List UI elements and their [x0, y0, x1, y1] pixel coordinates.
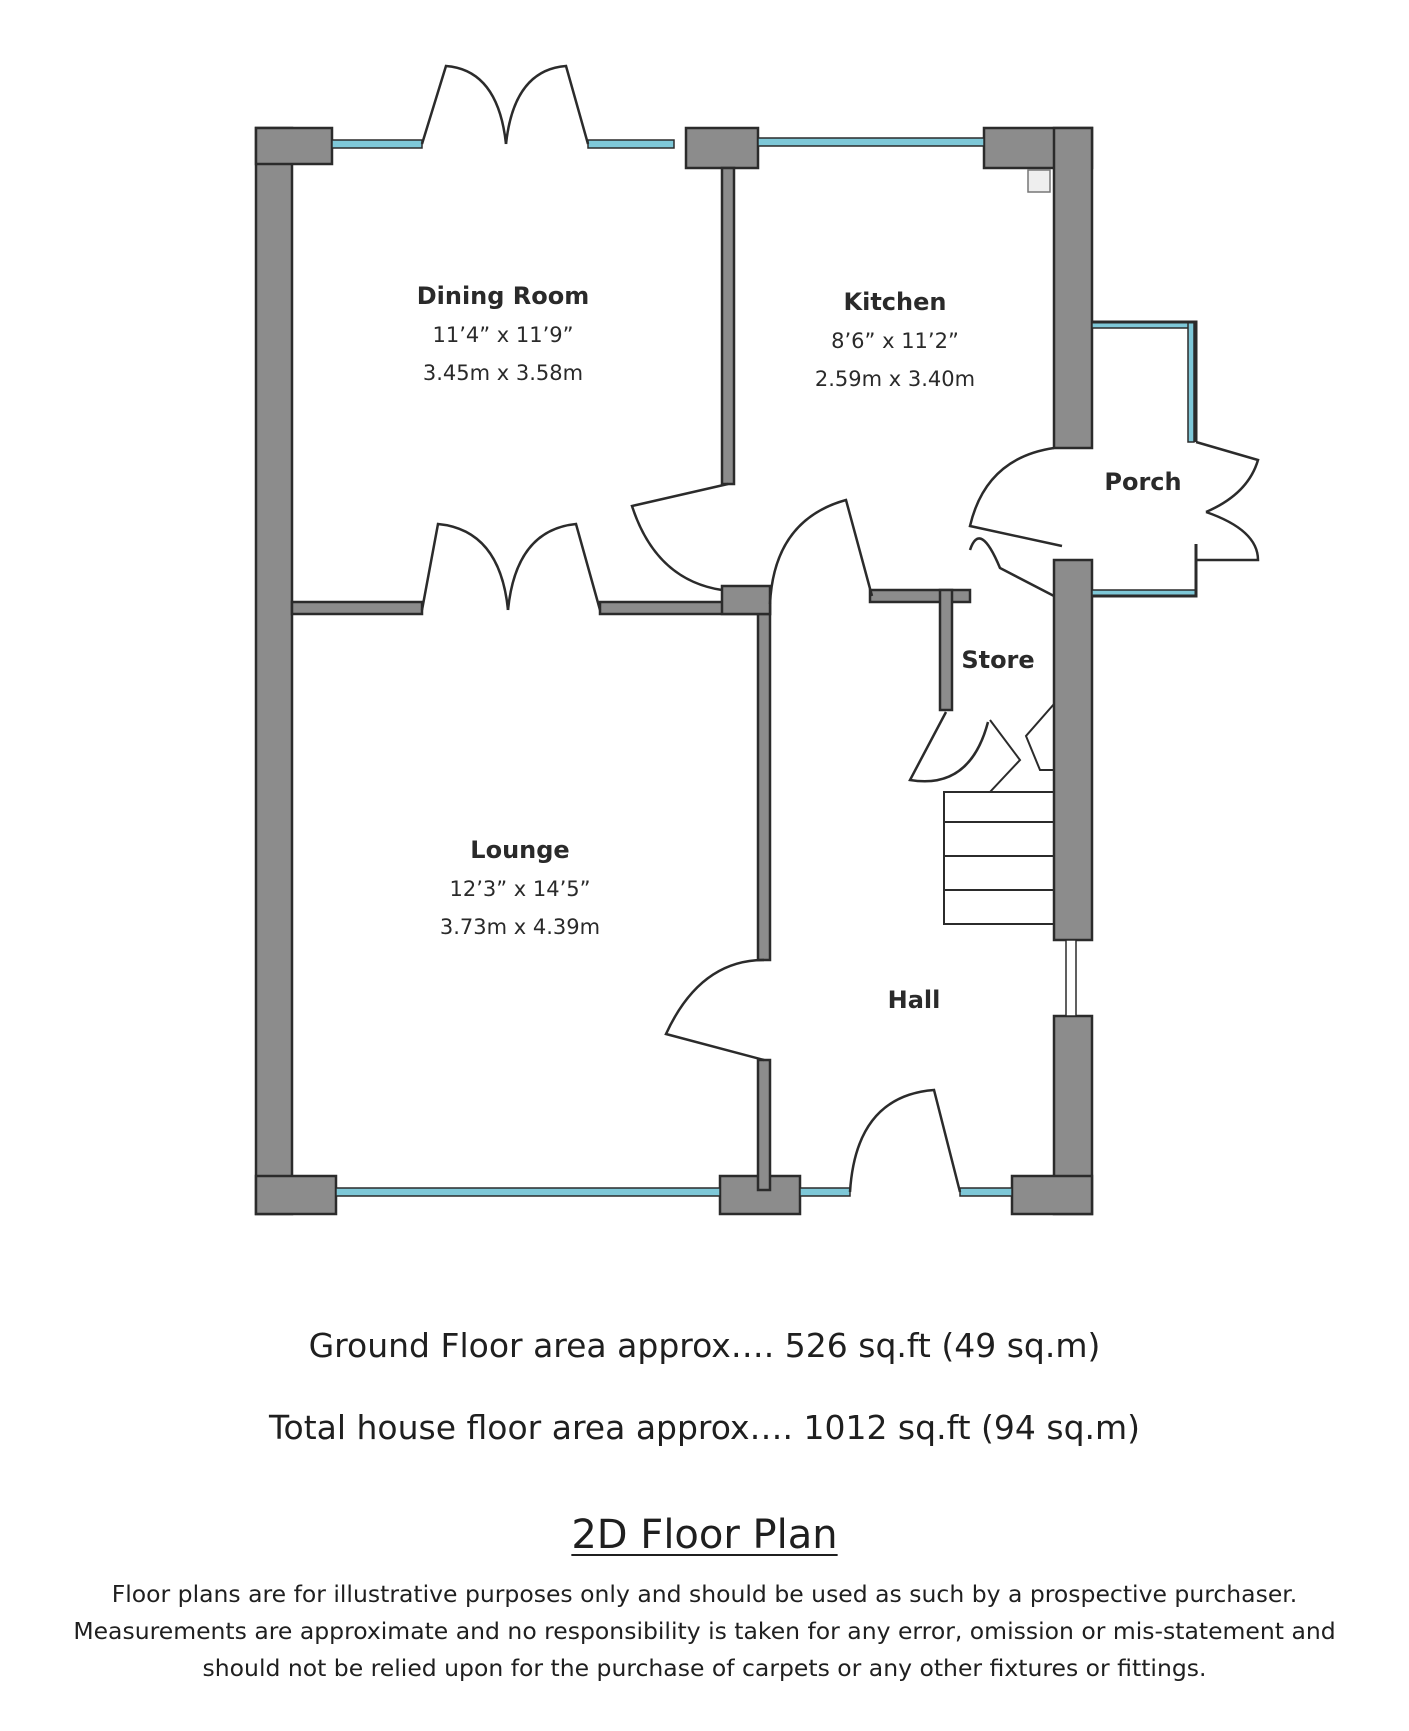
room-imperial-dining: 11’4” x 11’9” — [432, 323, 574, 347]
wall-right-upper — [1054, 128, 1092, 448]
plan-title-text: 2D Floor Plan — [571, 1512, 838, 1558]
wall-dining-kitchen-lower — [722, 586, 770, 614]
door-store — [910, 712, 988, 781]
wall-hall-left — [758, 604, 770, 960]
disclaimer-line: Floor plans are for illustrative purposes only and should be used as such by a prospective purchaser. — [111, 1580, 1298, 1608]
wall-dining-kitchen — [722, 168, 734, 484]
window-lounge — [336, 1188, 720, 1196]
ground-floor-area: Ground Floor area approx…. 526 sq.ft (49 sq.m) — [308, 1326, 1101, 1365]
window-dining — [332, 140, 422, 148]
door-dining-top-left — [422, 66, 506, 144]
door-front — [850, 1090, 960, 1192]
wall-bottom-right — [1012, 1176, 1092, 1214]
wall-kitchen-top-left — [686, 128, 758, 168]
staircase — [944, 704, 1054, 924]
wall-kitchen-south — [870, 590, 970, 602]
plan-title — [0, 1512, 1409, 1558]
kitchen-unit — [1028, 170, 1050, 192]
wall-bottom-left — [256, 1176, 336, 1214]
room-name-hall: Hall — [887, 986, 941, 1014]
door-dining-lounge-left — [422, 524, 508, 610]
wall-top-left — [256, 128, 332, 164]
room-name-lounge: Lounge — [470, 836, 570, 864]
window-hall-left — [800, 1188, 850, 1196]
wall-dining-lounge-left — [292, 602, 422, 614]
door-porch-ext-top — [1196, 442, 1258, 512]
window-kitchen — [758, 138, 984, 146]
room-name-dining: Dining Room — [416, 282, 590, 310]
disclaimer — [40, 1576, 1369, 1687]
stairs-winder — [990, 704, 1054, 792]
room-name-porch: Porch — [1104, 468, 1182, 496]
total-floor-area: Total house floor area approx…. 1012 sq.ft (94 sq.m) — [268, 1408, 1141, 1447]
room-metric-lounge: 3.73m x 4.39m — [439, 915, 601, 939]
door-porch-ext-bottom — [1196, 512, 1258, 560]
room-name-store: Store — [961, 646, 1035, 674]
door-dining-top-right — [506, 66, 588, 144]
door-kitchen-hall — [770, 500, 872, 604]
wall-store-left — [940, 590, 952, 710]
door-kitchen-dining — [632, 484, 728, 590]
room-metric-dining: 3.45m x 3.58m — [422, 361, 584, 385]
doors — [422, 66, 1258, 1192]
window-hall-right — [960, 1188, 1012, 1196]
room-metric-kitchen: 2.59m x 3.40m — [814, 367, 976, 391]
door-porch-kitchen — [970, 448, 1062, 546]
door-dining-lounge-right — [508, 524, 600, 610]
wall-right-lower — [1054, 560, 1092, 940]
window-dining-right — [588, 140, 674, 148]
door-lounge-hall — [666, 960, 764, 1060]
door-porch-hall — [970, 538, 1054, 596]
wall-outer-left — [256, 128, 292, 1214]
room-imperial-lounge: 12’3” x 14’5” — [449, 877, 591, 901]
disclaimer-line: should not be relied upon for the purchase of carpets or any other fixtures or fittings. — [202, 1654, 1207, 1682]
room-name-kitchen: Kitchen — [843, 288, 947, 316]
room-imperial-kitchen: 8’6” x 11’2” — [831, 329, 959, 353]
window-porch-side — [1188, 322, 1194, 442]
disclaimer-line: Measurements are approximate and no responsibility is taken for any error, omission or mis-statement and — [73, 1617, 1336, 1645]
porch-frame — [1092, 322, 1196, 596]
window-hall-side — [1066, 940, 1076, 1016]
wall-hall-left-lower — [758, 1060, 770, 1190]
stairs-outline — [944, 792, 1054, 924]
